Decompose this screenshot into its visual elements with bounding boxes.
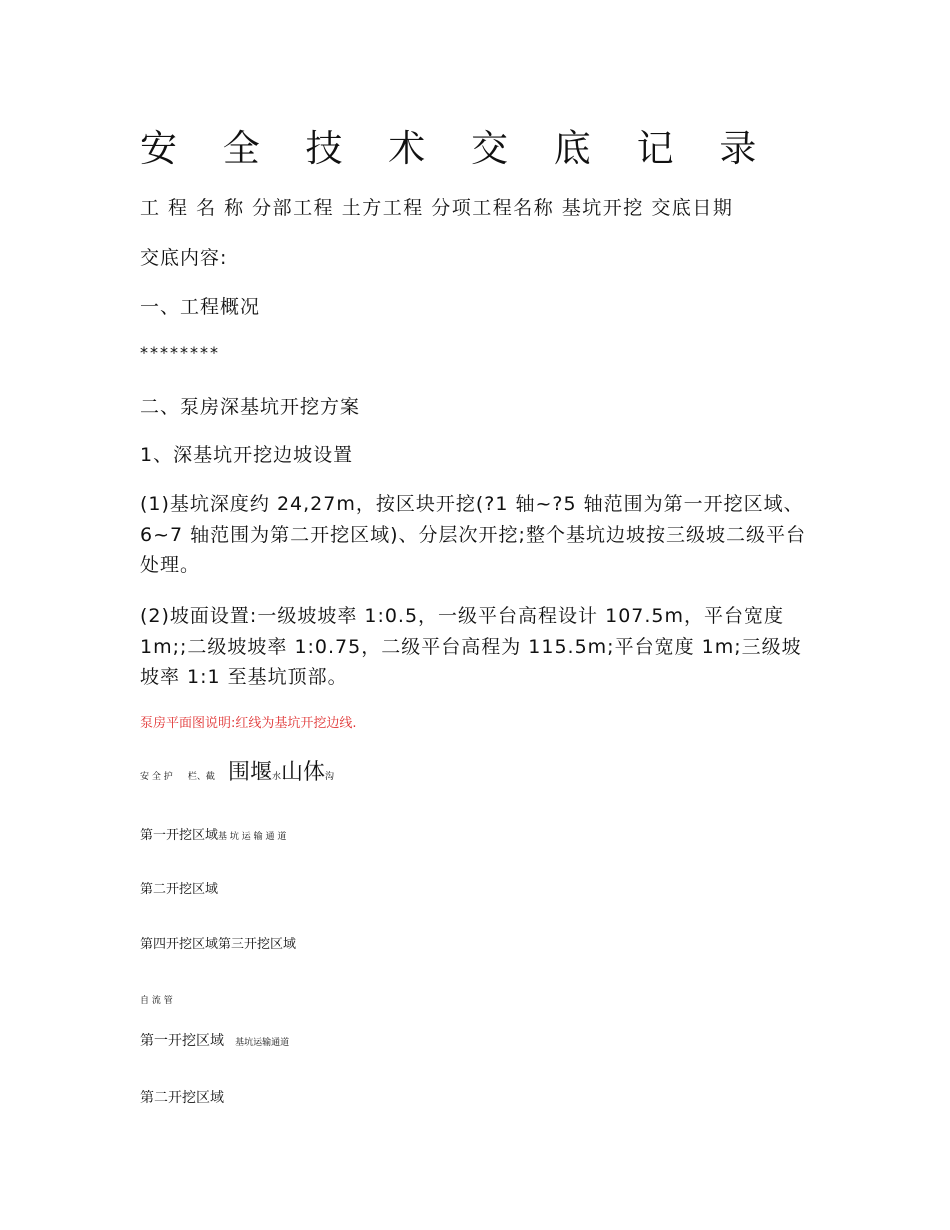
figure-label-ditch: 沟 (324, 772, 334, 782)
document-title: 安 全 技 术 交 底 记 录 (140, 127, 774, 170)
figure-label-mountain: 山体 (280, 760, 325, 785)
section-heading-excavation-plan: 二、泵房深基坑开挖方案 (140, 396, 361, 418)
figure-label-water: 水 (271, 772, 281, 782)
figure-label-zone-2: 第二开挖区域 (140, 882, 219, 897)
figure-label-drain-pipe: 自 流 管 (140, 996, 173, 1006)
figure-label-guardrail: 安 全 护 (140, 772, 173, 782)
figure-label-row-1 (140, 758, 334, 792)
content-label: 交底内容: (140, 247, 228, 269)
figure-label-intercept: 栏、截 (187, 772, 215, 782)
project-info-line: 工 程 名 称 分部工程 土方工程 分项工程名称 基坑开挖 交底日期 (140, 197, 734, 219)
figure-label-row-6 (140, 1030, 289, 1050)
plan-note: 泵房平面图说明:红线为基坑开挖边线. (140, 716, 357, 731)
figure-label-zone-2-repeat: 第二开挖区域 (140, 1090, 224, 1106)
figure-label-zone-1: 第一开挖区域 (140, 828, 219, 843)
figure-label-zone-4-3: 第四开挖区域第三开挖区域 (140, 937, 297, 952)
redacted-text: ******** (140, 343, 220, 362)
figure-label-row-2 (140, 824, 286, 843)
paragraph-slope-settings: (2)坡面设置:一级坡坡率 1:0.5，一级平台高程设计 107.5m，平台宽度 1m;;二级坡坡率 1:0.75，二级平台高程为 115.5m;平台宽度 1m;三级坡坡率 1:1 至基坑顶部。 (140, 605, 802, 688)
figure-label-transport-road-repeat: 基坑运输通道 (235, 1038, 290, 1048)
figure-label-zone-1-repeat: 第一开挖区域 (140, 1033, 224, 1049)
figure-label-transport-road: 基 坑 运 输 通 道 (218, 832, 287, 842)
section-heading-overview: 一、工程概况 (140, 296, 261, 318)
paragraph-depth: (1)基坑深度约 24,27m，按区块开挖(?1 轴~?5 轴范围为第一开挖区域、6~7 轴范围为第二开挖区域)、分层次开挖;整个基坑边坡按三级坡二级平台处理。 (140, 493, 806, 576)
subsection-heading-slope: 1、深基坑开挖边坡设置 (140, 444, 354, 466)
figure-label-cofferdam: 围堰 (227, 760, 272, 785)
